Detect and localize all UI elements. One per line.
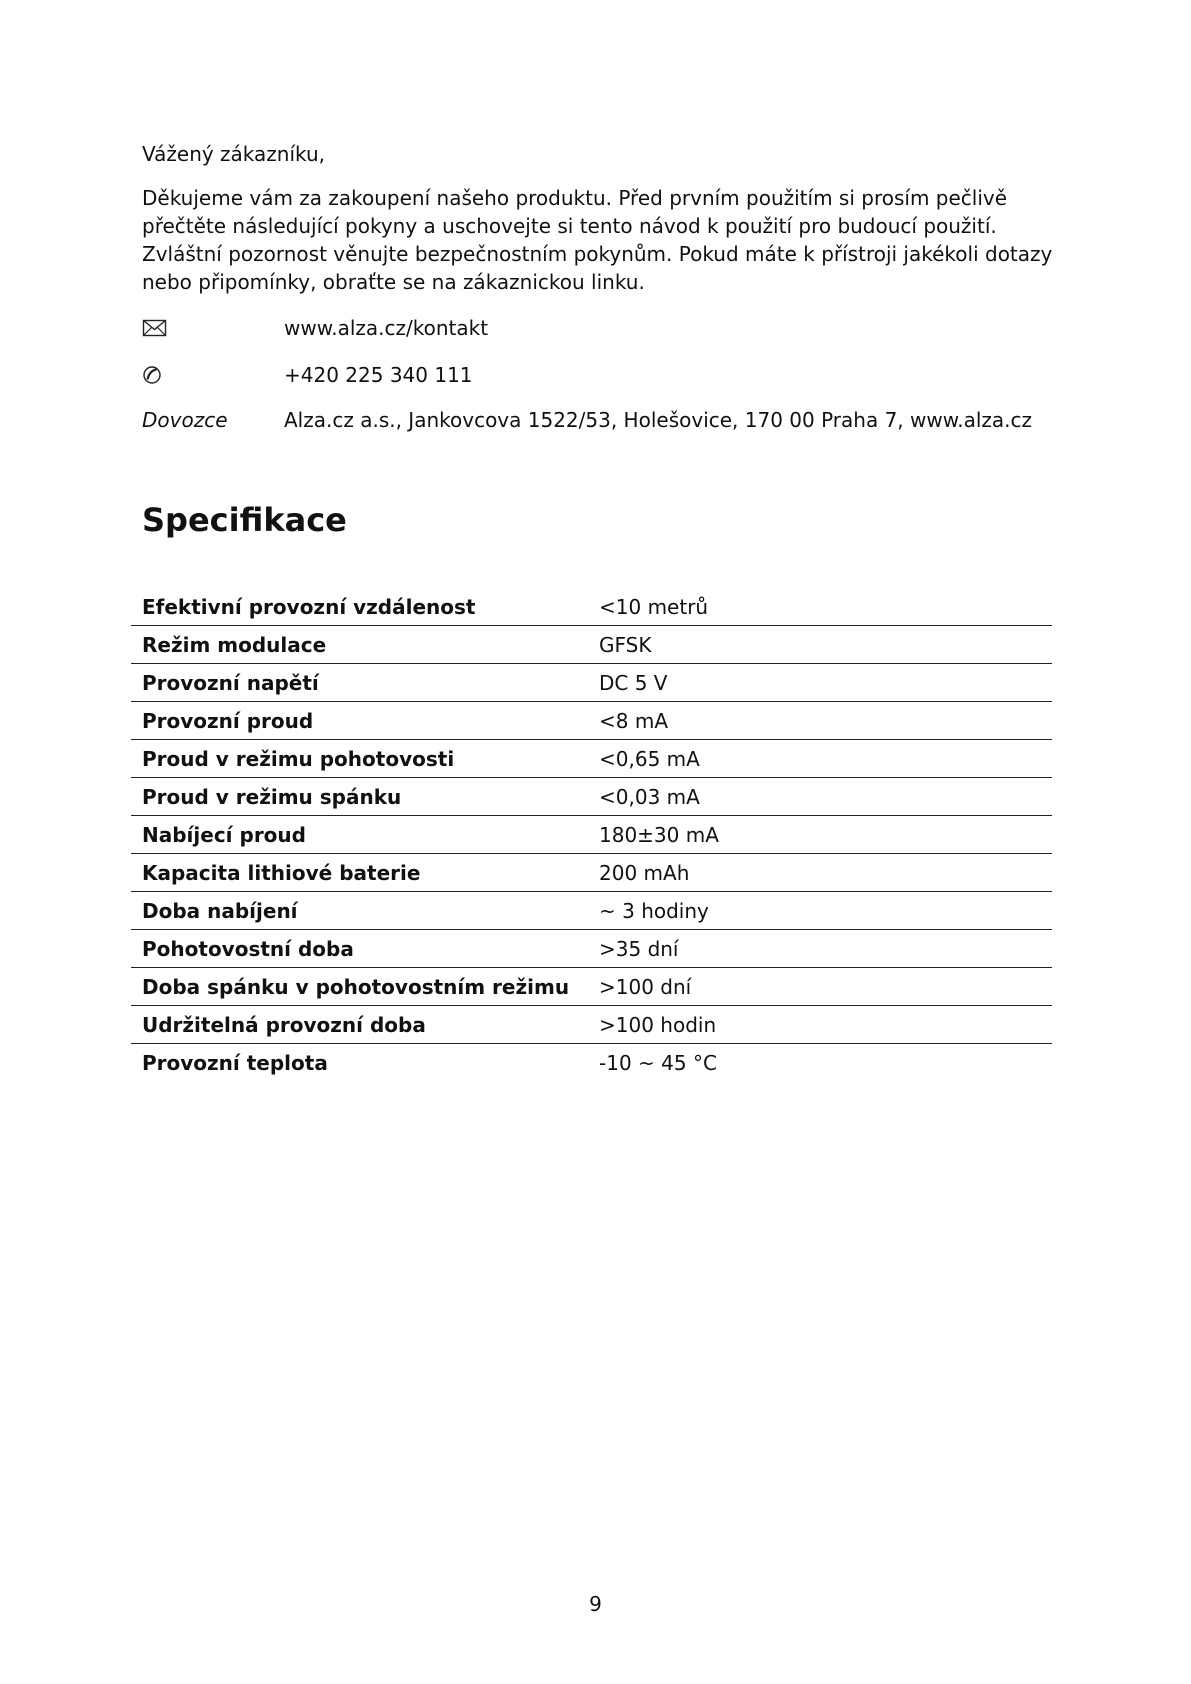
table-row <box>131 930 1052 968</box>
spec-name: Proud v režimu spánku <box>131 778 588 816</box>
spec-value: >100 hodin <box>588 1006 1052 1044</box>
spec-value: ~ 3 hodiny <box>588 892 1052 930</box>
section-title: Specifikace <box>142 501 347 539</box>
spec-value: GFSK <box>588 626 1052 664</box>
table-row <box>131 1044 1052 1082</box>
spec-value: -10 ~ 45 °C <box>599 1050 717 1075</box>
spec-value: <0,65 mA <box>588 740 1052 778</box>
phone-icon <box>142 361 272 389</box>
spec-name: Provozní teplota <box>142 1050 328 1075</box>
contact-phone-row <box>142 361 1062 389</box>
spec-name: Nabíjecí proud <box>131 816 588 854</box>
intro-paragraph: Děkujeme vám za zakoupení našeho produktu. Před prvním použitím si prosím pečlivě přečtěte následující pokyny a uschovejte si tento návod k použití pro budoucí použití. Zvláštní pozornost věnujte bezpečnostním pokynům. Pokud máte k přístroji jakékoli dotazy nebo připomínky, obraťte se na zákaznickou linku. <box>142 186 1053 294</box>
spec-name: Pohotovostní doba <box>131 930 588 968</box>
importer-address: Alza.cz a.s., Jankovcova 1522/53, Holešovice, 170 00 Praha 7, www.alza.cz <box>284 408 1033 432</box>
spec-value: <8 mA <box>588 702 1052 740</box>
table-row <box>131 702 1052 740</box>
spec-value: 180±30 mA <box>588 816 1052 854</box>
spec-value: 200 mAh <box>588 854 1052 892</box>
page-number: 9 <box>589 1592 602 1616</box>
spec-name: Provozní proud <box>131 702 588 740</box>
spec-name: Režim modulace <box>131 626 588 664</box>
table-row <box>131 626 1052 664</box>
spec-value: <0,03 mA <box>588 778 1052 816</box>
table-row <box>131 968 1052 1006</box>
spec-name: Kapacita lithiové baterie <box>131 854 588 892</box>
spec-name: Doba nabíjení <box>131 892 588 930</box>
table-row <box>131 892 1052 930</box>
spec-name: Doba spánku v pohotovostním režimu <box>131 968 588 1006</box>
phone-number: +420 225 340 111 <box>284 363 473 387</box>
spec-value: >35 dní <box>588 930 1052 968</box>
spec-name: Provozní napětí <box>131 664 588 702</box>
importer-label: Dovozce <box>142 408 228 432</box>
contact-email-row <box>142 314 1062 342</box>
spec-value: DC 5 V <box>588 664 1052 702</box>
table-row <box>131 816 1052 854</box>
table-row <box>131 854 1052 892</box>
table-row <box>131 588 1052 626</box>
spec-table <box>131 588 1052 1081</box>
spec-value: >100 dní <box>588 968 1052 1006</box>
spec-name: Udržitelná provozní doba <box>131 1006 588 1044</box>
spec-name: Efektivní provozní vzdálenost <box>131 588 588 626</box>
spec-name: Proud v režimu pohotovosti <box>131 740 588 778</box>
spec-value: <10 metrů <box>588 588 1052 626</box>
greeting: Vážený zákazníku, <box>142 142 326 166</box>
table-row <box>131 778 1052 816</box>
envelope-icon <box>142 314 272 342</box>
contact-importer-row <box>142 406 1062 434</box>
table-row <box>131 1006 1052 1044</box>
email-link[interactable]: www.alza.cz/kontakt <box>284 316 489 340</box>
table-row <box>131 740 1052 778</box>
table-row <box>131 664 1052 702</box>
